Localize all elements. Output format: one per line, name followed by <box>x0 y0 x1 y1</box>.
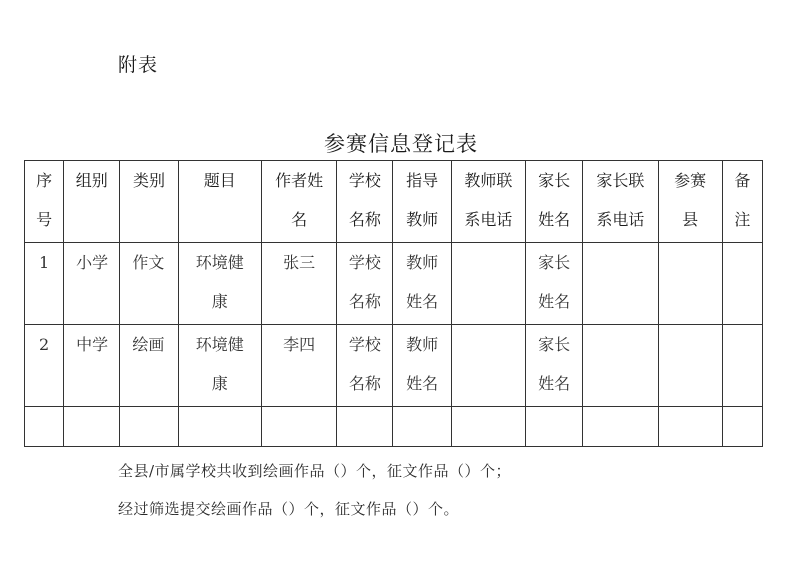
table-cell <box>178 407 261 447</box>
table-cell <box>25 407 64 447</box>
page-title <box>0 128 788 158</box>
table-cell: 教师 姓名 <box>393 243 451 325</box>
table-cell: 家长 姓名 <box>525 243 582 325</box>
table-cell: 张三 <box>261 243 336 325</box>
table-cell <box>583 325 658 407</box>
registration-table <box>24 160 763 447</box>
table-cell <box>451 407 525 447</box>
header-cell: 作者姓 名 <box>261 161 336 243</box>
table-cell: 2 <box>25 325 64 407</box>
table-cell: 学校 名称 <box>337 325 393 407</box>
table-row <box>25 325 763 407</box>
table-cell <box>261 407 336 447</box>
table-cell: 环境健 康 <box>178 325 261 407</box>
table-header-row <box>25 161 763 243</box>
header-cell: 家长 姓名 <box>525 161 582 243</box>
table-cell <box>451 243 525 325</box>
table-cell: 教师 姓名 <box>393 325 451 407</box>
table-cell <box>451 325 525 407</box>
attachment-label: 附表 <box>118 54 159 76</box>
table-cell <box>658 325 722 407</box>
table-cell: 学校 名称 <box>337 243 393 325</box>
header-cell: 备 注 <box>722 161 762 243</box>
table-row-empty <box>25 407 763 447</box>
table-cell <box>658 407 722 447</box>
table-cell <box>337 407 393 447</box>
header-cell: 教师联 系电话 <box>451 161 525 243</box>
table-cell: 环境健 康 <box>178 243 261 325</box>
header-cell: 题目 <box>178 161 261 243</box>
header-cell: 家长联 系电话 <box>583 161 658 243</box>
table-cell <box>393 407 451 447</box>
table-cell: 李四 <box>261 325 336 407</box>
table-cell <box>658 243 722 325</box>
header-cell: 指导 教师 <box>393 161 451 243</box>
footer-summary-line-1: 全县/市属学校共收到绘画作品（）个，征文作品（）个； <box>118 462 512 480</box>
table-cell: 中学 <box>64 325 120 407</box>
footer-summary-line-2: 经过筛选提交绘画作品（）个，征文作品（）个。 <box>118 500 460 518</box>
table-cell <box>722 325 762 407</box>
header-cell: 学校 名称 <box>337 161 393 243</box>
table-cell: 作文 <box>120 243 178 325</box>
table-cell <box>64 407 120 447</box>
table-cell <box>722 243 762 325</box>
table-cell <box>722 407 762 447</box>
page-title-text: 参赛信息登记表 <box>324 132 478 156</box>
table-cell <box>120 407 178 447</box>
header-cell: 组别 <box>64 161 120 243</box>
table-cell: 家长 姓名 <box>525 325 582 407</box>
header-cell: 类别 <box>120 161 178 243</box>
table-cell: 绘画 <box>120 325 178 407</box>
table-cell <box>525 407 582 447</box>
table-cell <box>583 407 658 447</box>
table-cell: 1 <box>25 243 64 325</box>
table-cell <box>583 243 658 325</box>
header-cell: 序 号 <box>25 161 64 243</box>
table-cell: 小学 <box>64 243 120 325</box>
header-cell: 参赛 县 <box>658 161 722 243</box>
table-row <box>25 243 763 325</box>
